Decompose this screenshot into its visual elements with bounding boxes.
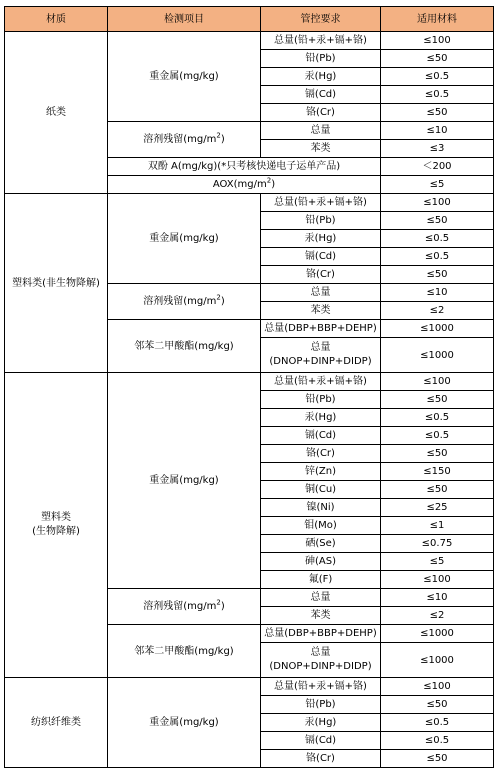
value: ≤50 bbox=[381, 50, 494, 68]
req-f: 氟(F) bbox=[261, 571, 381, 589]
value: ≤1000 bbox=[381, 338, 494, 373]
value: ≤0.5 bbox=[381, 230, 494, 248]
value: ≤1000 bbox=[381, 320, 494, 338]
item-heavy-metal: 重金属(mg/kg) bbox=[108, 678, 261, 768]
value: ≤0.5 bbox=[381, 732, 494, 750]
material-textile: 纺织纤维类 bbox=[5, 678, 108, 768]
value: ≤1000 bbox=[381, 643, 494, 678]
item-phthalate: 邻苯二甲酸酯(mg/kg) bbox=[108, 625, 261, 678]
header-row bbox=[5, 7, 494, 32]
value: ≤100 bbox=[381, 194, 494, 212]
req-dnop-total: 总量 (DNOP+DINP+DIDP) bbox=[261, 643, 381, 678]
item-phthalate: 邻苯二甲酸酯(mg/kg) bbox=[108, 320, 261, 373]
req-benzene: 苯类 bbox=[261, 607, 381, 625]
value: ≤2 bbox=[381, 302, 494, 320]
req-cd: 镉(Cd) bbox=[261, 427, 381, 445]
value: ≤50 bbox=[381, 212, 494, 230]
value: ≤50 bbox=[381, 104, 494, 122]
req-pb: 铅(Pb) bbox=[261, 696, 381, 714]
req-se: 硒(Se) bbox=[261, 535, 381, 553]
material-plastic-nonbio: 塑料类(非生物降解) bbox=[5, 194, 108, 373]
req-total: 总量 bbox=[261, 589, 381, 607]
value: ≤2 bbox=[381, 607, 494, 625]
value: ≤100 bbox=[381, 373, 494, 391]
value: ≤50 bbox=[381, 391, 494, 409]
value: ≤100 bbox=[381, 678, 494, 696]
req-hg: 汞(Hg) bbox=[261, 409, 381, 427]
req-hg: 汞(Hg) bbox=[261, 68, 381, 86]
req-benzene: 苯类 bbox=[261, 302, 381, 320]
item-solvent-residue: 溶剂残留$(mg/m^2)$ bbox=[108, 284, 261, 320]
header-requirement: 管控要求 bbox=[261, 7, 381, 32]
value: ≤0.75 bbox=[381, 535, 494, 553]
req-total-heavy-metal: 总量(铅+汞+镉+铬) bbox=[261, 678, 381, 696]
req-pb: 铅(Pb) bbox=[261, 391, 381, 409]
req-cd: 镉(Cd) bbox=[261, 732, 381, 750]
table-row bbox=[5, 373, 494, 391]
value: ≤100 bbox=[381, 571, 494, 589]
value: ≤3 bbox=[381, 140, 494, 158]
req-as: 砷(AS) bbox=[261, 553, 381, 571]
req-dehp-total: 总量(DBP+BBP+DEHP) bbox=[261, 320, 381, 338]
req-total-heavy-metal: 总量(铅+汞+镉+铬) bbox=[261, 194, 381, 212]
value: ＜200 bbox=[381, 158, 494, 176]
value: ≤1000 bbox=[381, 625, 494, 643]
req-dehp-total: 总量(DBP+BBP+DEHP) bbox=[261, 625, 381, 643]
value: ≤10 bbox=[381, 589, 494, 607]
req-total-heavy-metal: 总量(铅+汞+镉+铬) bbox=[261, 373, 381, 391]
item-aox: $AOX(mg/m^2)$ bbox=[108, 176, 381, 194]
value: ≤100 bbox=[381, 32, 494, 50]
req-pb: 铅(Pb) bbox=[261, 212, 381, 230]
req-mo: 钼(Mo) bbox=[261, 517, 381, 535]
item-heavy-metal: 重金属(mg/kg) bbox=[108, 194, 261, 284]
req-hg: 汞(Hg) bbox=[261, 230, 381, 248]
item-solvent-residue: 溶剂残留$(mg/m^2)$ bbox=[108, 122, 261, 158]
req-total: 总量 bbox=[261, 284, 381, 302]
req-cr: 铬(Cr) bbox=[261, 445, 381, 463]
value: ≤0.5 bbox=[381, 248, 494, 266]
req-dnop-total: 总量 (DNOP+DINP+DIDP) bbox=[261, 338, 381, 373]
value: ≤0.5 bbox=[381, 68, 494, 86]
value: ≤1 bbox=[381, 517, 494, 535]
item-bpa: 双酚 A(mg/kg)(*只考核快递电子运单产品) bbox=[108, 158, 381, 176]
value: ≤0.5 bbox=[381, 86, 494, 104]
req-hg: 汞(Hg) bbox=[261, 714, 381, 732]
value: ≤0.5 bbox=[381, 409, 494, 427]
req-cd: 镉(Cd) bbox=[261, 86, 381, 104]
req-total-heavy-metal: 总量(铅+汞+镉+铬) bbox=[261, 32, 381, 50]
material-plastic-bio: 塑料类 (生物降解) bbox=[5, 373, 108, 678]
value: ≤5 bbox=[381, 553, 494, 571]
req-cd: 镉(Cd) bbox=[261, 248, 381, 266]
value: ≤5 bbox=[381, 176, 494, 194]
value: ≤10 bbox=[381, 122, 494, 140]
value: ≤25 bbox=[381, 499, 494, 517]
req-cr: 铬(Cr) bbox=[261, 104, 381, 122]
item-solvent-residue: 溶剂残留$(mg/m^2)$ bbox=[108, 589, 261, 625]
req-cr: 铬(Cr) bbox=[261, 750, 381, 768]
table-row bbox=[5, 32, 494, 50]
standards-table bbox=[4, 6, 494, 768]
req-pb: 铅(Pb) bbox=[261, 50, 381, 68]
table-row bbox=[5, 678, 494, 696]
value: ≤0.5 bbox=[381, 714, 494, 732]
material-paper: 纸类 bbox=[5, 32, 108, 194]
value: ≤50 bbox=[381, 266, 494, 284]
value: ≤150 bbox=[381, 463, 494, 481]
header-material: 材质 bbox=[5, 7, 108, 32]
req-total: 总量 bbox=[261, 122, 381, 140]
item-heavy-metal: 重金属(mg/kg) bbox=[108, 373, 261, 589]
value: ≤50 bbox=[381, 750, 494, 768]
req-zn: 锌(Zn) bbox=[261, 463, 381, 481]
req-ni: 镍(Ni) bbox=[261, 499, 381, 517]
req-benzene: 苯类 bbox=[261, 140, 381, 158]
value: ≤50 bbox=[381, 481, 494, 499]
header-test-item: 检测项目 bbox=[108, 7, 261, 32]
req-cu: 铜(Cu) bbox=[261, 481, 381, 499]
value: ≤0.5 bbox=[381, 427, 494, 445]
header-applicable: 适用材料 bbox=[381, 7, 494, 32]
value: ≤50 bbox=[381, 445, 494, 463]
table-row bbox=[5, 194, 494, 212]
value: ≤50 bbox=[381, 696, 494, 714]
req-cr: 铬(Cr) bbox=[261, 266, 381, 284]
item-heavy-metal: 重金属(mg/kg) bbox=[108, 32, 261, 122]
value: ≤10 bbox=[381, 284, 494, 302]
